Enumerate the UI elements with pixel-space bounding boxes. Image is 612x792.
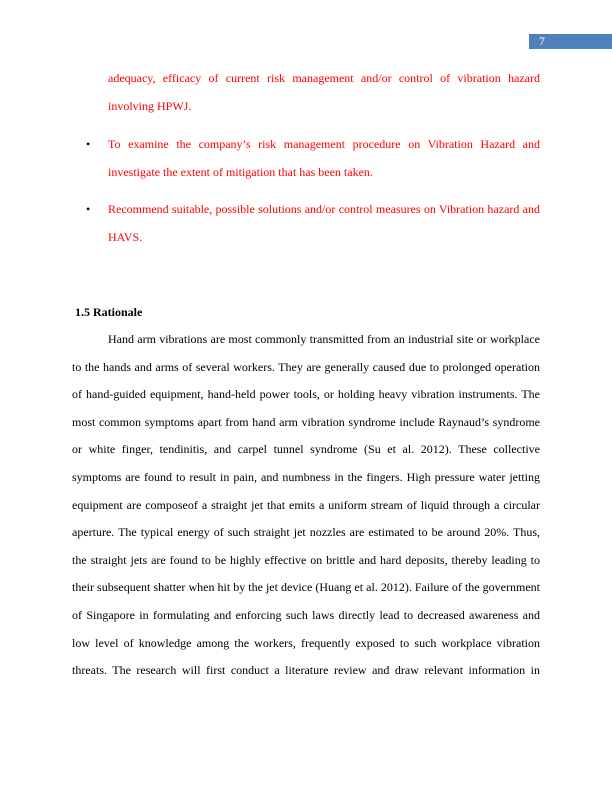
- text-line: adequacy, efficacy of current risk management and/or control of vibration hazard: [108, 71, 540, 85]
- text-line: involving HPWJ.: [108, 99, 192, 113]
- page-number: 7: [529, 34, 612, 49]
- bullet-icon: •: [86, 202, 91, 216]
- bullet-icon: •: [86, 137, 91, 151]
- text-line: Recommend suitable, possible solutions and/or control measures on Vibration hazard and: [108, 202, 540, 216]
- text-line: symptoms are found to result in pain, and numbness in the fingers. High pressure water jetting: [72, 469, 540, 484]
- text-line: equipment are composeof a straight jet that emits a uniform stream of liquid through a circular: [72, 497, 540, 512]
- text-line: or white finger, tendinitis, and carpel tunnel syndrome (Su et al. 2012). These collective: [72, 442, 540, 457]
- text-line: to the hands and arms of several workers. They are generally caused due to prolonged operation: [72, 359, 540, 374]
- objective-item: [108, 195, 540, 251]
- objective-continuation: [108, 64, 540, 120]
- text-line: To examine the company’s risk management procedure on Vibration Hazard and: [108, 137, 540, 151]
- rationale-paragraph: [72, 326, 540, 685]
- text-line: low level of knowledge among the workers, frequently exposed to such workplace vibration: [72, 635, 540, 650]
- text-line: their subsequent shatter when hit by the jet device (Huang et al. 2012). Failure of the government: [72, 580, 540, 595]
- objective-item: [108, 130, 540, 186]
- text-line: of hand-guided equipment, hand-held power tools, or holding heavy vibration instruments. The: [72, 387, 540, 402]
- section-heading: 1.5 Rationale: [75, 305, 143, 319]
- text-line: investigate the extent of mitigation that has been taken.: [108, 165, 373, 179]
- text-line: the straight jets are found to be highly effective on brittle and hard deposits, thereby leading to: [72, 552, 540, 567]
- text-line: most common symptoms apart from hand arm vibration syndrome include Raynaud’s syndrome: [72, 414, 540, 429]
- text-line: HAVS.: [108, 230, 143, 244]
- text-line: threats. The research will first conduct a literature review and draw relevant information in: [72, 663, 540, 678]
- text-line: aperture. The typical energy of such straight jet nozzles are estimated to be around 20%. Thus,: [72, 525, 540, 540]
- text-line: Hand arm vibrations are most commonly transmitted from an industrial site or workplace: [108, 332, 540, 346]
- text-line: of Singapore in formulating and enforcing such laws directly lead to decreased awareness and: [72, 607, 540, 622]
